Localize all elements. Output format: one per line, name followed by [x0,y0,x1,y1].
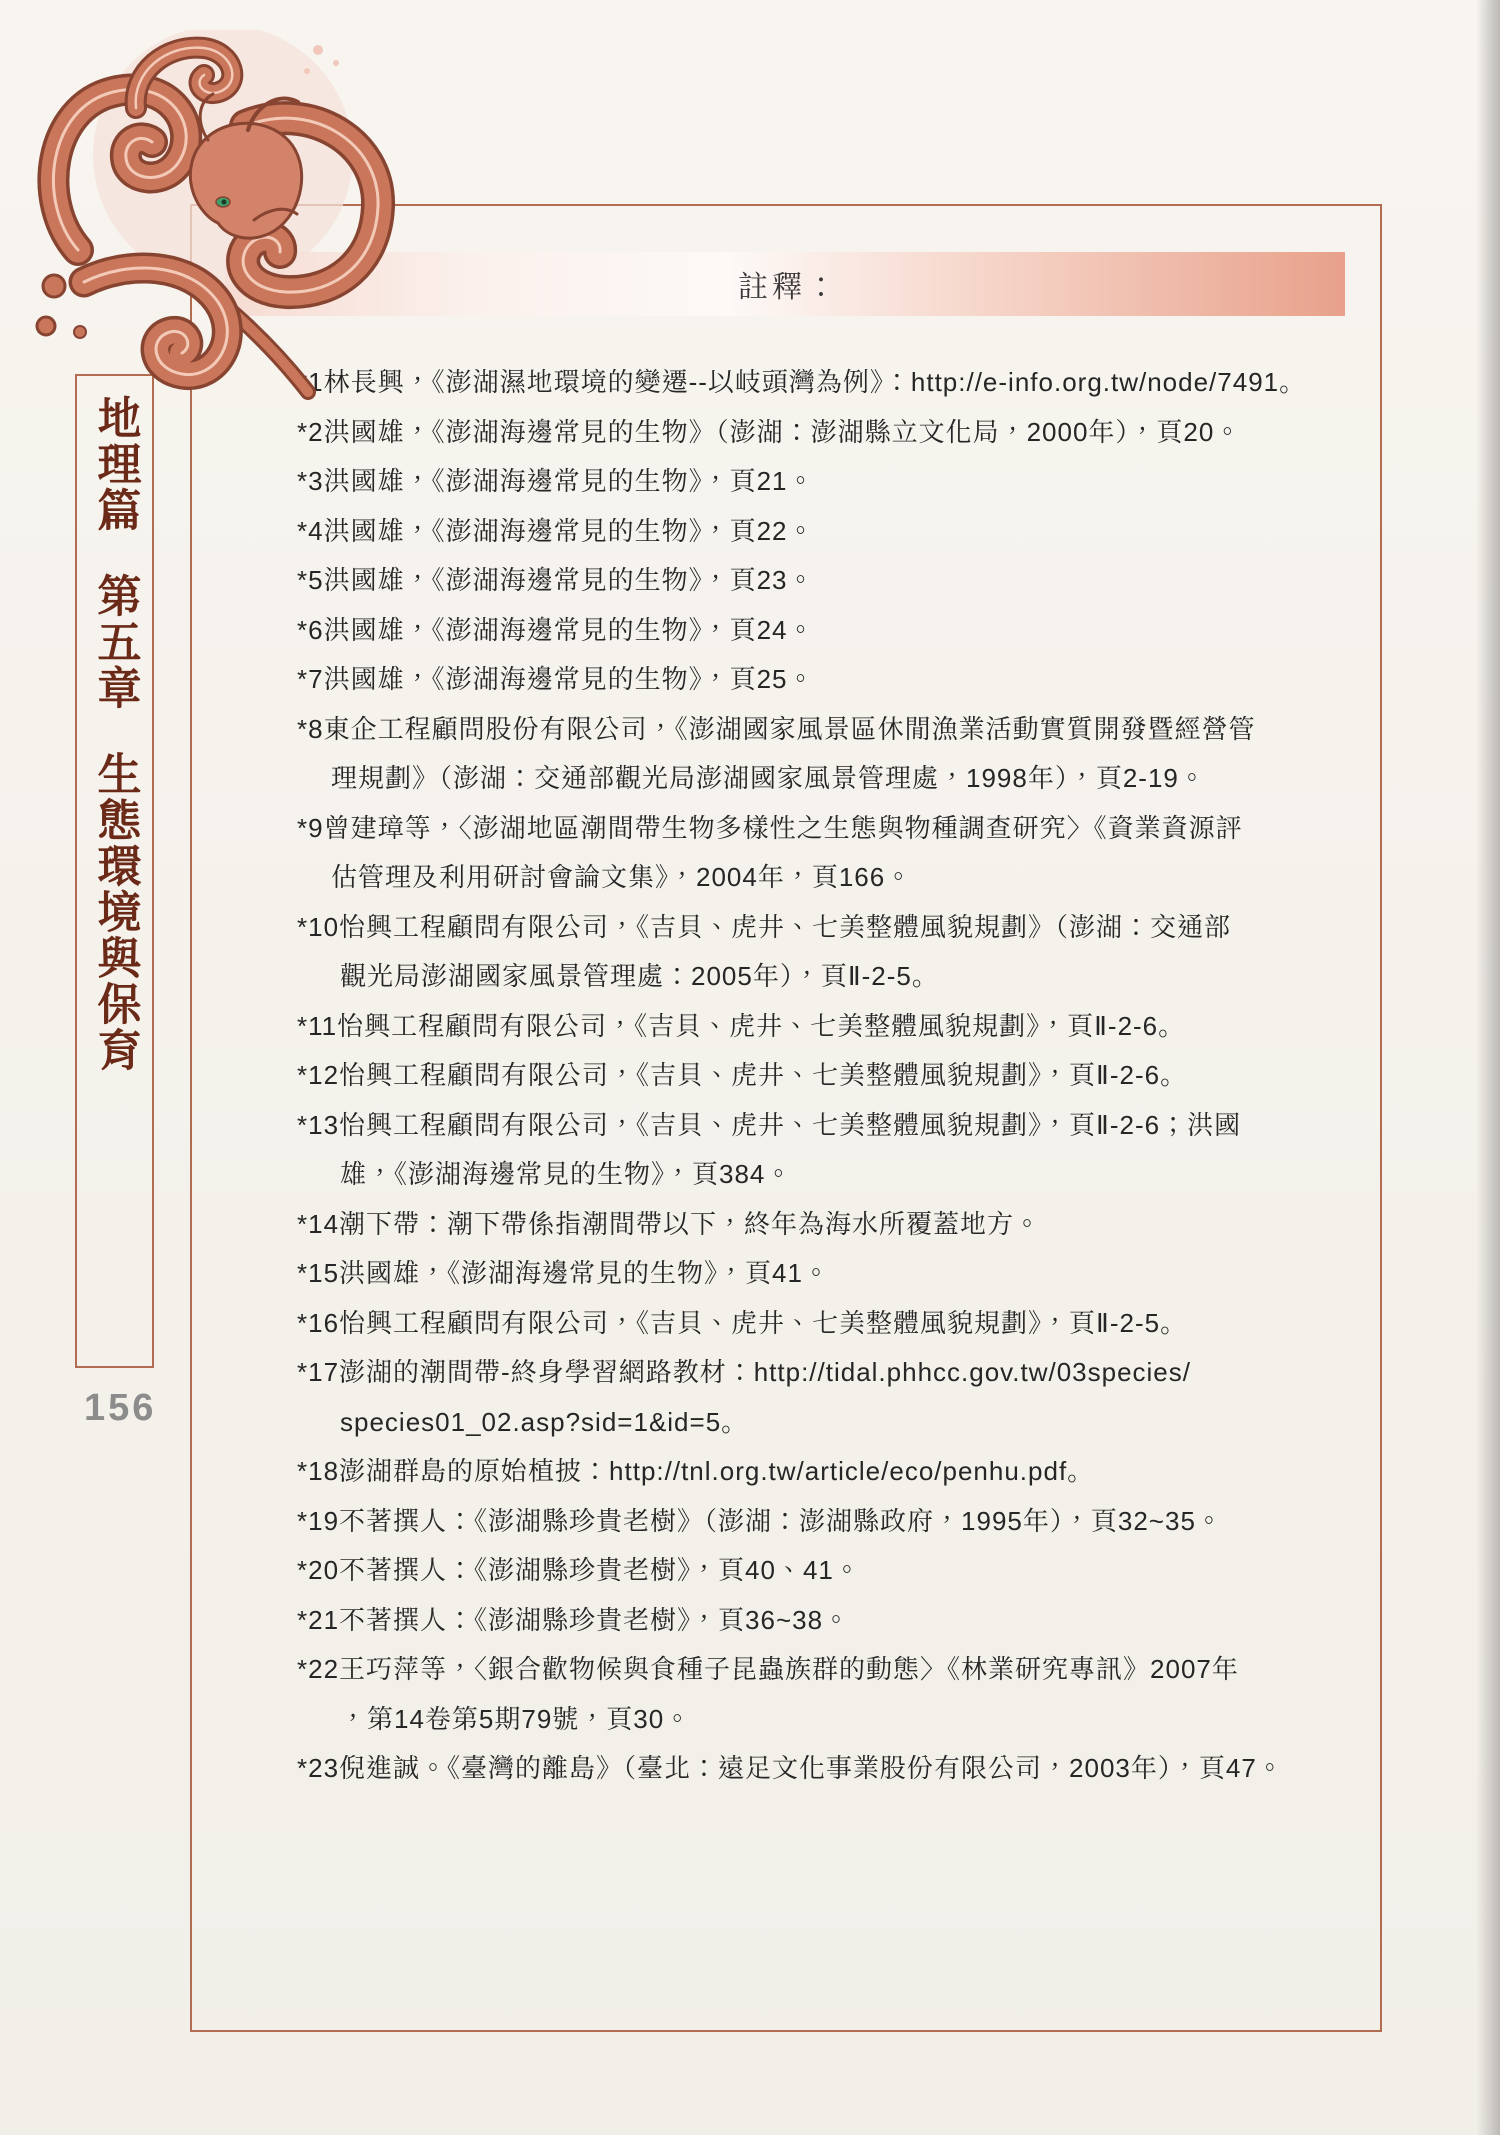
ornament-sparkle [313,45,323,55]
footnote-16 [297,1299,1362,1349]
footnote-4 [297,507,1362,557]
footnote-8 [297,705,1362,804]
footnote-17 [297,1348,1362,1447]
footnote-line: species01_02.asp?sid=1&id=5。 [340,1406,749,1437]
footnote-line: *9曾建璋等，〈澎湖地區潮間帶生物多樣性之生態與物種調查研究〉《資業資源評 [297,812,1243,843]
footnote-2 [297,408,1362,458]
footnote-line: *22王巧萍等，〈銀合歡物候與食種子昆蟲族群的動態〉《林業研究專訊》2007年 [297,1654,1239,1684]
footnote-line: 估管理及利用研討會論文集》，2004年，頁166。 [331,862,913,892]
footnote-5 [297,556,1362,606]
footnote-line: *16怡興工程顧問有限公司，《吉貝、虎井、七美整體風貌規劃》，頁Ⅱ-2-5。 [297,1307,1188,1338]
footnote-12 [297,1051,1362,1101]
footnotes [297,358,1362,1794]
footnote-18 [297,1447,1362,1497]
footnote-line: *2洪國雄，《澎湖海邊常見的生物》（澎湖：澎湖縣立文化局，2000年），頁20。 [297,416,1242,447]
footnote-line: *4洪國雄，《澎湖海邊常見的生物》，頁22。 [297,515,815,546]
sidebar-part: 地理篇 [89,395,141,533]
footnote-13 [297,1101,1362,1200]
footnote-line: 理規劃》（澎湖：交通部觀光局澎湖國家風景管理處，1998年），頁2-19。 [331,763,1206,793]
chapter-sidebar [75,374,154,1368]
footnote-14 [297,1200,1362,1250]
sidebar-chapter: 第五章 [89,573,141,711]
footnote-line: *3洪國雄，《澎湖海邊常見的生物》，頁21。 [297,466,815,496]
footnote-21 [297,1596,1362,1646]
ornament-sparkle [304,68,310,74]
sidebar-title: 生態環境與保育 [89,751,141,1073]
ornament-dot [37,317,55,335]
footnote-6 [297,606,1362,656]
footnote-line: *8東企工程顧問股份有限公司，《澎湖國家風景區休閒漁業活動實質開發暨經營管 [297,713,1256,744]
footnote-23 [297,1744,1362,1794]
footnote-15 [297,1249,1362,1299]
footnote-line: *7洪國雄，《澎湖海邊常見的生物》，頁25。 [297,664,815,694]
page-number: 156 [84,1387,157,1429]
ornament-sparkle [333,60,339,66]
footnote-7 [297,655,1362,705]
footnote-line: *21不著撰人：《澎湖縣珍貴老樹》，頁36~38。 [297,1604,851,1635]
footnote-line: *18澎湖群島的原始植披：http://tnl.org.tw/article/eco/penhu.pdf。 [297,1456,1095,1486]
footnote-line: *11怡興工程顧問有限公司，《吉貝、虎井、七美整體風貌規劃》，頁Ⅱ-2-6。 [297,1010,1186,1041]
footnote-line: *23倪進誠。《臺灣的離島》（臺北：遠足文化事業股份有限公司，2003年），頁47。 [297,1753,1284,1783]
footnote-line: *10怡興工程顧問有限公司，《吉貝、虎井、七美整體風貌規劃》（澎湖：交通部 [297,911,1232,942]
notes-heading: 註釋： [738,270,840,305]
footnote-line: 雄，《澎湖海邊常見的生物》，頁384。 [340,1159,793,1189]
footnote-line: *13怡興工程顧問有限公司，《吉貝、虎井、七美整體風貌規劃》，頁Ⅱ-2-6；洪國 [297,1109,1242,1140]
footnote-22 [297,1645,1362,1744]
scan-edge-shadow [1476,0,1500,2135]
ornament-dot [74,326,86,338]
dragon-ornament [18,30,398,400]
footnote-9 [297,804,1362,903]
footnote-line: *15洪國雄，《澎湖海邊常見的生物》，頁41。 [297,1258,830,1288]
footnote-line: 觀光局澎湖國家風景管理處：2005年），頁Ⅱ-2-5。 [340,961,939,991]
footnote-line: *12怡興工程顧問有限公司，《吉貝、虎井、七美整體風貌規劃》，頁Ⅱ-2-6。 [297,1060,1188,1090]
footnote-line: ，第14卷第5期79號，頁30。 [340,1703,692,1734]
footnote-line: *20不著撰人：《澎湖縣珍貴老樹》，頁40、41。 [297,1555,861,1585]
footnote-11 [297,1002,1362,1052]
footnote-1 [297,358,1362,408]
footnote-line: *1林長興，《澎湖濕地環境的變遷--以岐頭灣為例》：http://e-info.org.tw/node/7491。 [297,367,1307,397]
ornament-pupil [222,200,227,205]
footnote-line: *6洪國雄，《澎湖海邊常見的生物》，頁24。 [297,614,815,645]
footnote-line: *17澎湖的潮間帶-終身學習網路教材：http://tidal.phhcc.gov.tw/03species/ [297,1357,1191,1387]
footnote-line: *19不著撰人：《澎湖縣珍貴老樹》（澎湖：澎湖縣政府，1995年），頁32~35。 [297,1505,1223,1536]
footnote-10 [297,903,1362,1002]
footnote-3 [297,457,1362,507]
footnote-line: *5洪國雄，《澎湖海邊常見的生物》，頁23。 [297,565,815,595]
ornament-dot [43,275,65,297]
footnote-line: *14潮下帶：潮下帶係指潮間帶以下，終年為海水所覆蓋地方。 [297,1208,1042,1239]
footnote-19 [297,1497,1362,1547]
footnote-20 [297,1546,1362,1596]
